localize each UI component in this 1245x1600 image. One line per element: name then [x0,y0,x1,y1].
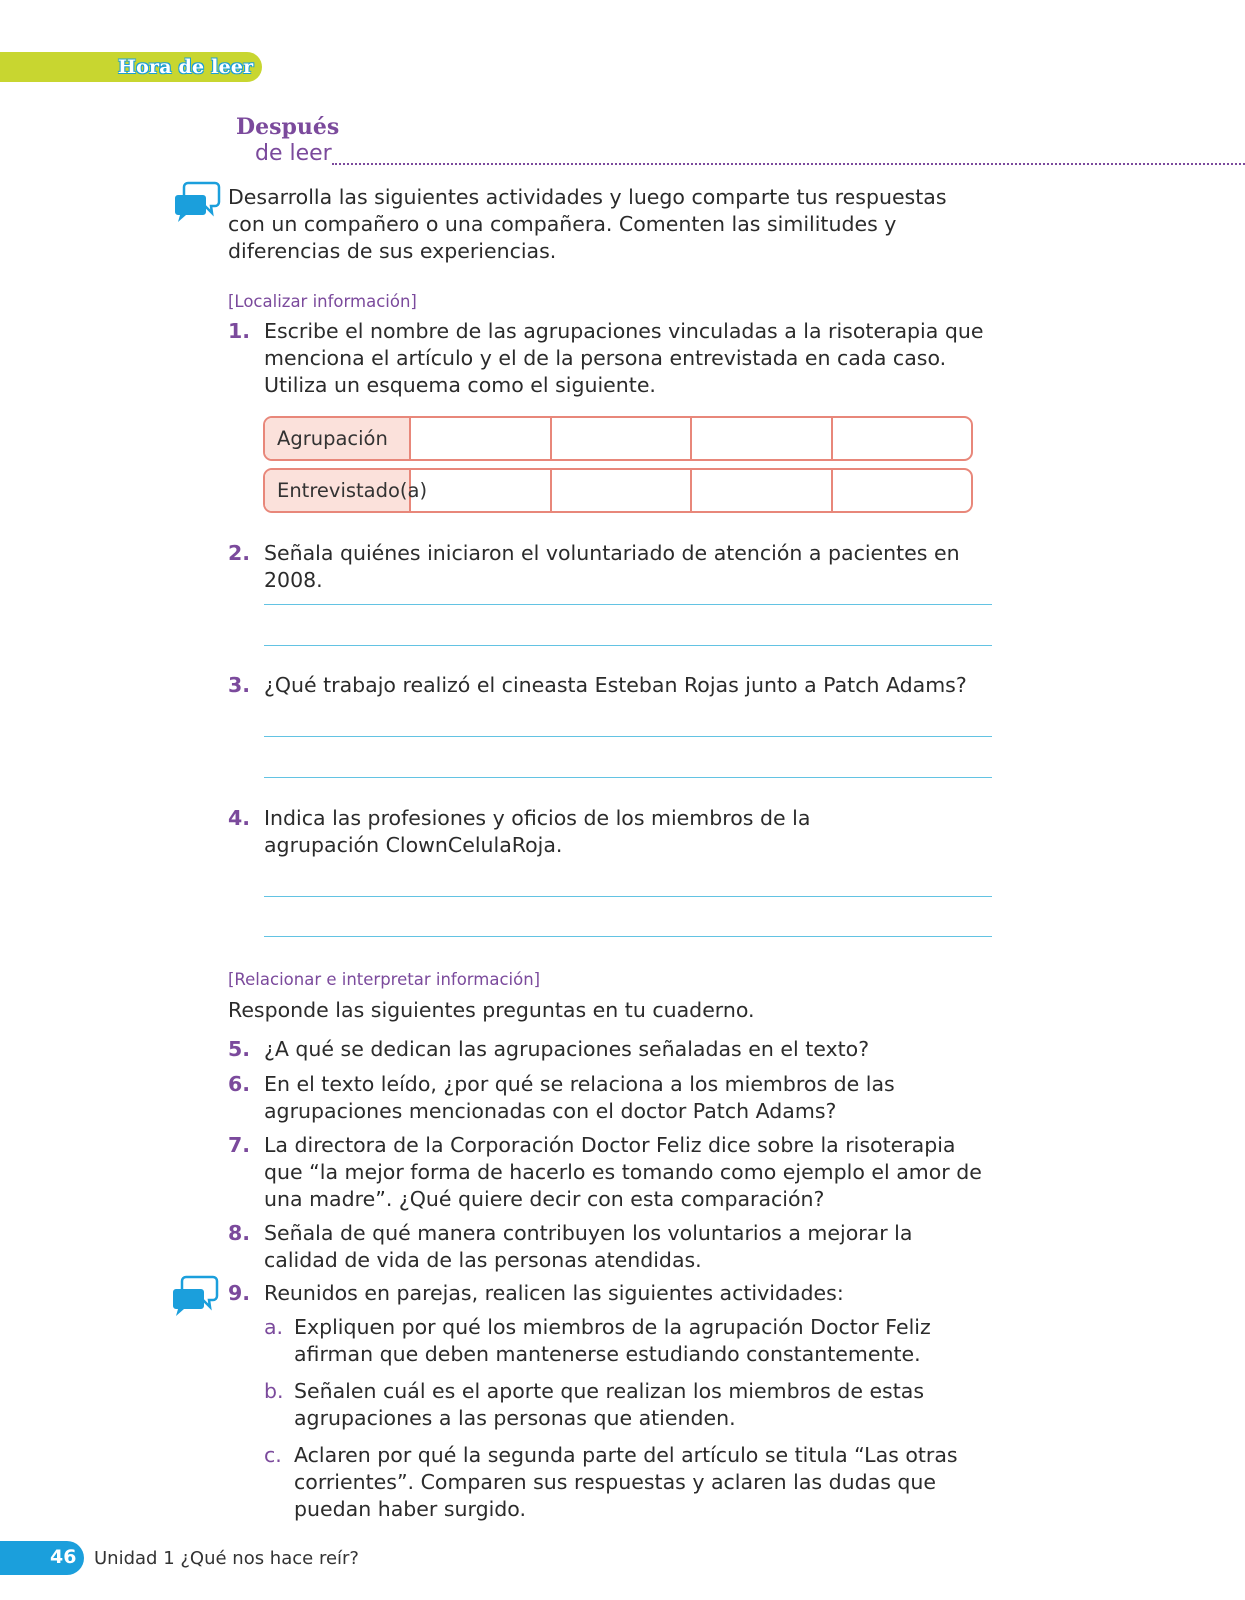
question-1 [228,318,990,399]
table-row-entrevistado [263,468,973,513]
question-2 [228,540,990,594]
intro-paragraph: Desarrolla las siguientes actividades y luego comparte tus respuestas con un compañero o una compañera. Comenten las similitudes y diferencias de sus experiencias. [228,185,947,263]
table-row-label: Entrevistado(a) [265,470,411,511]
question-9a [264,1314,990,1368]
question-text: ¿Qué trabajo realizó el cineasta Esteban Rojas junto a Patch Adams? [264,673,967,697]
question-number: 5. [228,1037,251,1061]
question-8 [228,1220,990,1274]
question-number: 6. [228,1072,251,1096]
question-9 [228,1280,990,1307]
question-number: 9. [228,1281,251,1305]
question-9c [264,1442,990,1523]
answer-line[interactable] [264,896,992,897]
question-number: 8. [228,1221,251,1245]
skill-label-localizar: [Localizar información] [228,292,417,311]
sub-item-letter: c. [264,1443,282,1467]
page-number: 46 [50,1546,77,1568]
chat-bubbles-icon [174,180,222,226]
question-text: Indica las profesiones y oficios de los miembros de la agrupación ClownCelulaRoja. [264,806,811,857]
instruction-text: Responde las siguientes preguntas en tu cuaderno. [228,998,755,1022]
question-number: 2. [228,541,251,565]
table-cell[interactable] [552,418,693,459]
section-title-line1: Después [236,114,340,140]
table-cell[interactable] [833,470,972,511]
answer-line[interactable] [264,777,992,778]
table-cell[interactable] [833,418,972,459]
table-cell[interactable] [411,418,552,459]
table-cell[interactable] [552,470,693,511]
question-3 [228,672,990,699]
question-5 [228,1036,990,1063]
question-number: 7. [228,1133,251,1157]
question-number: 3. [228,673,251,697]
section-title-line2: de leer [255,141,332,166]
answer-line[interactable] [264,645,992,646]
answer-line[interactable] [264,936,992,937]
question-text: Señala de qué manera contribuyen los voluntarios a mejorar la calidad de vida de las personas atendidas. [264,1221,913,1272]
chat-bubbles-icon [172,1274,220,1320]
table-cell[interactable] [692,418,833,459]
question-text: Señala quiénes iniciaron el voluntariado de atención a pacientes en 2008. [264,541,960,592]
table-cell[interactable] [411,470,552,511]
table-cell[interactable] [692,470,833,511]
table-row-label: Agrupación [265,418,411,459]
sub-item-text: Expliquen por qué los miembros de la agrupación Doctor Feliz afirman que deben mantenerse estudiando constantemente. [294,1315,931,1366]
table-row-agrupacion [263,416,973,461]
question-number: 1. [228,319,251,343]
sub-item-text: Aclaren por qué la segunda parte del artículo se titula “Las otras corrientes”. Comparen sus respuestas y aclaren las dudas que puedan haber surgido. [294,1443,958,1521]
sub-item-text: Señalen cuál es el aporte que realizan los miembros de estas agrupaciones a las personas que atienden. [294,1379,925,1430]
question-6 [228,1071,990,1125]
unit-label: Unidad 1 ¿Qué nos hace reír? [94,1548,359,1569]
sub-item-letter: b. [264,1379,284,1403]
question-text: En el texto leído, ¿por qué se relaciona a los miembros de las agrupaciones mencionadas con el doctor Patch Adams? [264,1072,895,1123]
question-9b [264,1378,990,1432]
question-text: La directora de la Corporación Doctor Feliz dice sobre la risoterapia que “la mejor forma de hacerlo es tomando como ejemplo el amor de una madre”. ¿Qué quiere decir con esta comparación? [264,1133,982,1211]
skill-label-relacionar: [Relacionar e interpretar información] [228,970,541,989]
header-tab-label: Hora de leer [118,56,254,78]
question-text: Reunidos en parejas, realicen las siguientes actividades: [264,1281,844,1305]
sub-item-letter: a. [264,1315,284,1339]
answer-line[interactable] [264,736,992,737]
section-title-rule [332,163,1245,165]
question-text: Escribe el nombre de las agrupaciones vinculadas a la risoterapia que menciona el artículo y el de la persona entrevistada en cada caso. Utiliza un esquema como el siguiente. [264,319,984,397]
question-7 [228,1132,990,1213]
question-number: 4. [228,806,251,830]
question-text: ¿A qué se dedican las agrupaciones señaladas en el texto? [264,1037,870,1061]
answer-line[interactable] [264,604,992,605]
question-4 [228,805,888,859]
